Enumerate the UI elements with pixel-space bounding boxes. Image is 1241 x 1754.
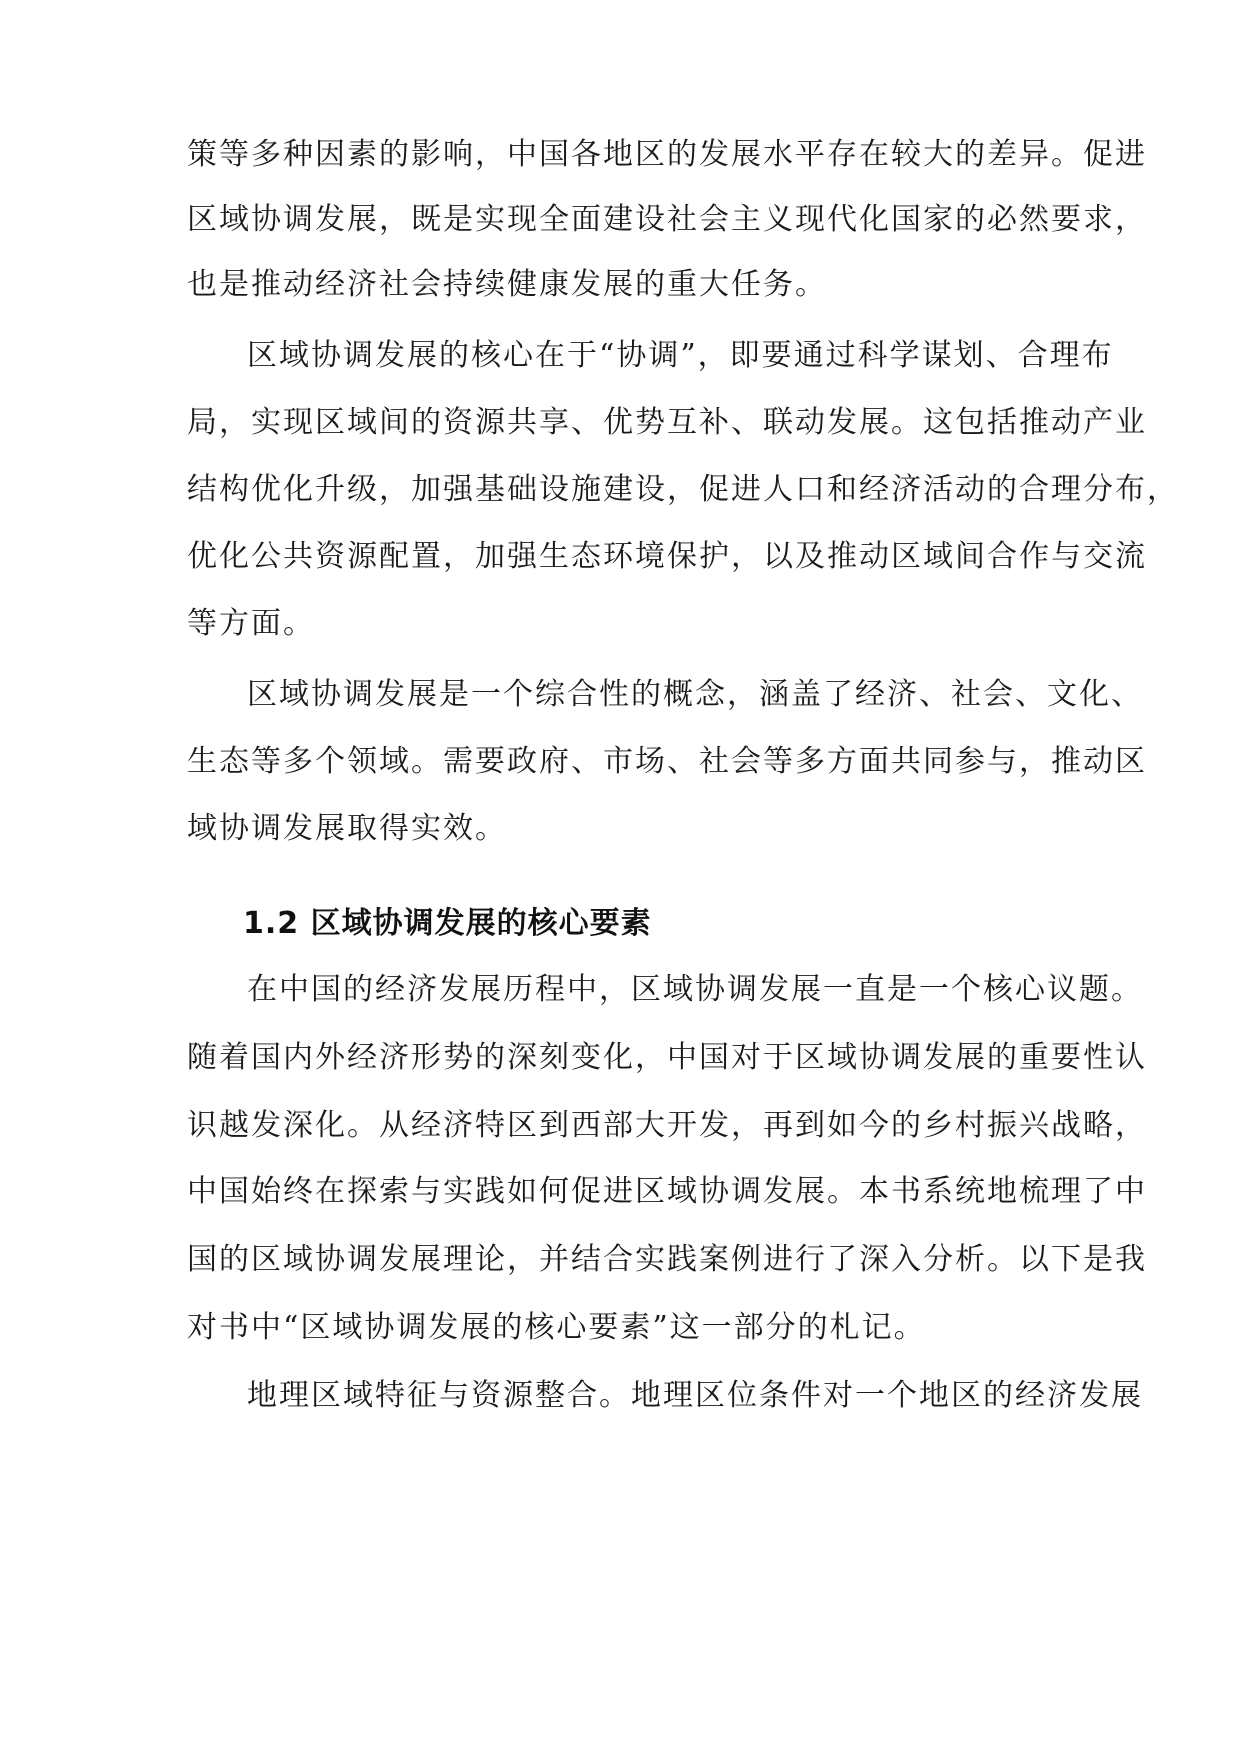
section-paragraph-1-line-1: 在中国的经济发展历程中，区域协调发展一直是一个核心议题。 (247, 972, 1143, 1007)
paragraph-2-line-3: 结构优化升级，加强基础设施建设，促进人口和经济活动的合理分布， (187, 472, 1179, 507)
paragraph-3-line-2: 生态等多个领域。需要政府、市场、社会等多方面共同参与，推动区 (187, 744, 1147, 779)
section-paragraph-1-line-2: 随着国内外经济形势的深刻变化，中国对于区域协调发展的重要性认 (187, 1040, 1147, 1075)
paragraph-1-line-2: 区域协调发展，既是实现全面建设社会主义现代化国家的必然要求， (187, 202, 1147, 237)
section-paragraph-2-line-1: 地理区域特征与资源整合。地理区位条件对一个地区的经济发展 (247, 1378, 1143, 1413)
paragraph-1-line-1: 策等多种因素的影响，中国各地区的发展水平存在较大的差异。促进 (187, 137, 1147, 172)
section-paragraph-1-line-6: 对书中“区域协调发展的核心要素”这一部分的札记。 (187, 1310, 926, 1345)
paragraph-1-line-3: 也是推动经济社会持续健康发展的重大任务。 (187, 267, 827, 302)
section-heading: 1.2 区域协调发展的核心要素 (243, 906, 652, 941)
paragraph-2-line-2: 局，实现区域间的资源共享、优势互补、联动发展。这包括推动产业 (187, 405, 1147, 440)
paragraph-3-line-1: 区域协调发展是一个综合性的概念，涵盖了经济、社会、文化、 (247, 677, 1143, 712)
paragraph-2-line-1: 区域协调发展的核心在于“协调”，即要通过科学谋划、合理布 (247, 338, 1114, 373)
section-paragraph-1-line-3: 识越发深化。从经济特区到西部大开发，再到如今的乡村振兴战略， (187, 1108, 1147, 1143)
paragraph-2-line-5: 等方面。 (187, 606, 315, 641)
paragraph-3-line-3: 域协调发展取得实效。 (187, 811, 507, 846)
paragraph-2-line-4: 优化公共资源配置，加强生态环境保护，以及推动区域间合作与交流 (187, 539, 1147, 574)
section-paragraph-1-line-4: 中国始终在探索与实践如何促进区域协调发展。本书系统地梳理了中 (187, 1174, 1147, 1209)
section-paragraph-1-line-5: 国的区域协调发展理论，并结合实践案例进行了深入分析。以下是我 (187, 1242, 1147, 1277)
